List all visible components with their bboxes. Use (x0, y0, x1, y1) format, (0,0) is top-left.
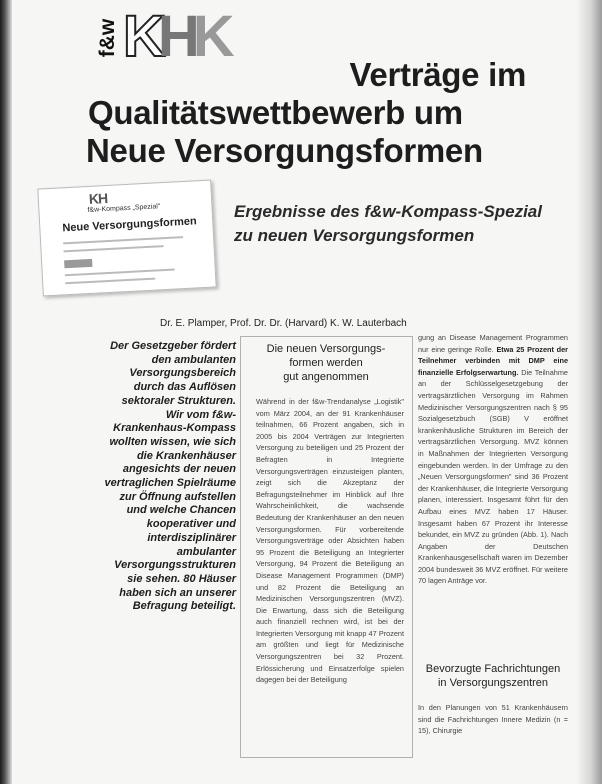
column3-heading-line-2: in Versorgungszentren (437, 677, 549, 689)
column2-heading (244, 342, 408, 384)
thumbnail-rule (63, 236, 183, 244)
thumbnail-mini-logo (64, 259, 92, 268)
column3-body-pre: gung an Disease Management Programmen nur eine geringe Rolle. (418, 333, 568, 354)
scan-edge-right (576, 0, 602, 784)
title-line-3: Neue Versorgungsformen (86, 132, 483, 169)
column2-body: Während in der f&w-Trendanalyse „Logistik" vom März 2004, an der 91 Krankenhäuser teilnahmen, 66 Prozent angaben, sich in 2005 bis 2004 Verträgen zur Integrierten Versorgung zu beteiligen und 25 Prozent der Befragten in Integrierte Versorgungsverträgen einzusteigen planten, zeigt sich die Akzeptanz der Befragungsteilnehmer im Hinblick auf Ihre Wahrscheinlichkeit, die wachsende Bedeutung der Krankenhäuser an den neuen Versorgungsformen. Für vorbereitende Versorgungsverträge oder Absichten haben 95 Prozent die Beteiligung an Integrierter Versorgung, 94 Prozent die Beteiligung an Disease Management Programmen (DMP) und 82 Prozent die Beteiligung an Medizinischen Versorgungszentren (MVZ). Die Erwartung, dass sich die Beteiligung auch finanziell rechnen wird, ist bei der Integrierten Versorgung mit knapp 47 Prozent am größten und liegt für Medizinische Versorgungszentren bei 32 Prozent. Erlössicherung und Einsatzerfolge spielen dagegen bei der Beteiligung (256, 397, 404, 685)
title-line-2: Qualitätswettbewerb um (88, 94, 463, 131)
scan-edge-left (0, 0, 12, 784)
thumbnail-series: f&w-Kompass „Spezial" (87, 203, 161, 215)
column3-body-post: Die Teilnahme an der Schlüsselgesetzgebung der vertragsärztlichen Versorgung im Rahmen Medizinischer Versorgungszentren nach § 95 Sozialgesetzbuch (SGB) V eröffnet krankenhäusliche Strukturen im Bereich der vertragsärztlichen Versorgung. MVZ können in Maßnahmen der Integrierten Versorgung eingebunden werden. In der Umfrage zu den „Neuen Versorgungsformen" sind 36 Prozent der Krankenhäuser, die Integrierte Versorgung planen, interessiert. Insgesamt führt für den Aufbau eines MVZ haben 17 Häuser. Insgesamt haben 67 Prozent ihr Interesse bekundet, ein MVZ zu gründen (Abb. 1). Nach Angaben der Deutschen Krankenhausgesellschaft waren im Dezember 2004 bundesweit 36 MVZ eröffnet. Für weitere 70 lagen Anträge vor. (418, 367, 568, 586)
thumbnail-logo: KH (88, 189, 108, 207)
thumbnail-rule (64, 245, 164, 252)
subtitle-line-2: zu neuen Versorgungsformen (234, 226, 475, 245)
cover-thumbnail-image (37, 180, 216, 297)
column2-heading-line-3: gut angenommen (283, 371, 369, 383)
title-line-1: Verträge im (349, 56, 526, 93)
logo-letter-h: H (157, 4, 193, 69)
column3-body-bold: Etwa 25 Prozent der Teilnehmer verbinden mit DMP eine finanzielle Erfolgserwartung. (418, 344, 569, 377)
article-subtitle (234, 200, 584, 248)
thumbnail-rule (65, 278, 155, 285)
column2-heading-line-2: formen werden (289, 357, 363, 369)
column3-heading (418, 662, 568, 690)
logo-letter-k: K (123, 4, 158, 69)
thumbnail-rule (65, 269, 175, 277)
authors-byline: Dr. E. Plamper, Prof. Dr. Dr. (Harvard) K. W. Lauterbach (160, 318, 407, 329)
logo-letter-k2: K (192, 4, 228, 69)
column3-heading-line-1: Bevorzugte Fachrichtungen (425, 663, 561, 675)
subtitle-line-1: Ergebnisse des f&w-Kompass-Spezial (234, 202, 542, 221)
article-title (86, 56, 526, 170)
thumbnail-title: Neue Versorgungsformen (62, 215, 198, 235)
lead-paragraph: Der Gesetzgeber fördert den ambulanten Versorgungsbereich durch das Auflösen sektoraler Strukturen. Wir vom f&w-Krankenhaus-Kompass wollten wissen, wie sich die Krankenhäuser angesichts der neuen vertraglichen Spielräume zur Öffnung aufstellen und welche Chancen kooperativer und interdisziplinärer ambulanter Versorgungsstrukturen sie sehen. 80 Häuser haben sich an unserer Befragung beteiligt. (104, 340, 236, 613)
logo-prefix: f&w (96, 18, 119, 58)
column3-body (418, 332, 568, 587)
column3-body-2: In den Planungen von 51 Krankenhäusern sind die Fachrichtungen Innere Medizin (n = 15), Chirurgie (418, 703, 568, 736)
column2-heading-line-1: Die neuen Versorgungs- (266, 343, 386, 355)
